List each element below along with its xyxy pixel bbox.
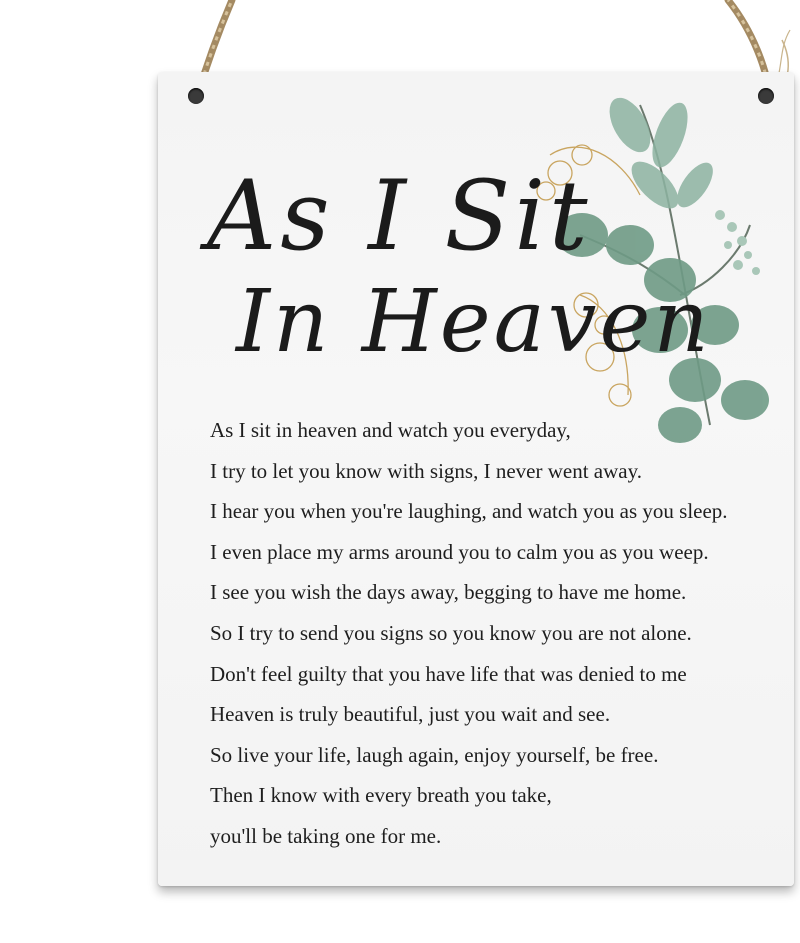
poem-line: As I sit in heaven and watch you everyday, bbox=[210, 418, 571, 442]
poem-line: I try to let you know with signs, I never went away. bbox=[210, 458, 642, 483]
poem-line: you'll be taking one for me. bbox=[210, 823, 442, 848]
poem-line: Then I know with every breath you take, bbox=[210, 783, 552, 808]
poem-line: I even place my arms around you to calm you as you weep. bbox=[210, 539, 709, 564]
poem-line: I see you wish the days away, begging to have me home. bbox=[210, 580, 687, 605]
poem-line: Heaven is truly beautiful, just you wait and see. bbox=[210, 702, 611, 727]
poem-line: So live your life, laugh again, enjoy yourself, be free. bbox=[210, 742, 659, 767]
sign-title-line-2: In Heaven bbox=[236, 272, 712, 372]
hanging-hole-left bbox=[188, 88, 204, 104]
poem-line: So I try to send you signs so you know you are not alone. bbox=[210, 620, 692, 645]
sign-title-line-1: As I Sit bbox=[207, 160, 592, 272]
poem-line: I hear you when you're laughing, and watch you as you sleep. bbox=[210, 499, 728, 524]
poem-line: Don't feel guilty that you have life that was denied to me bbox=[210, 661, 687, 686]
poem-text bbox=[210, 410, 728, 857]
